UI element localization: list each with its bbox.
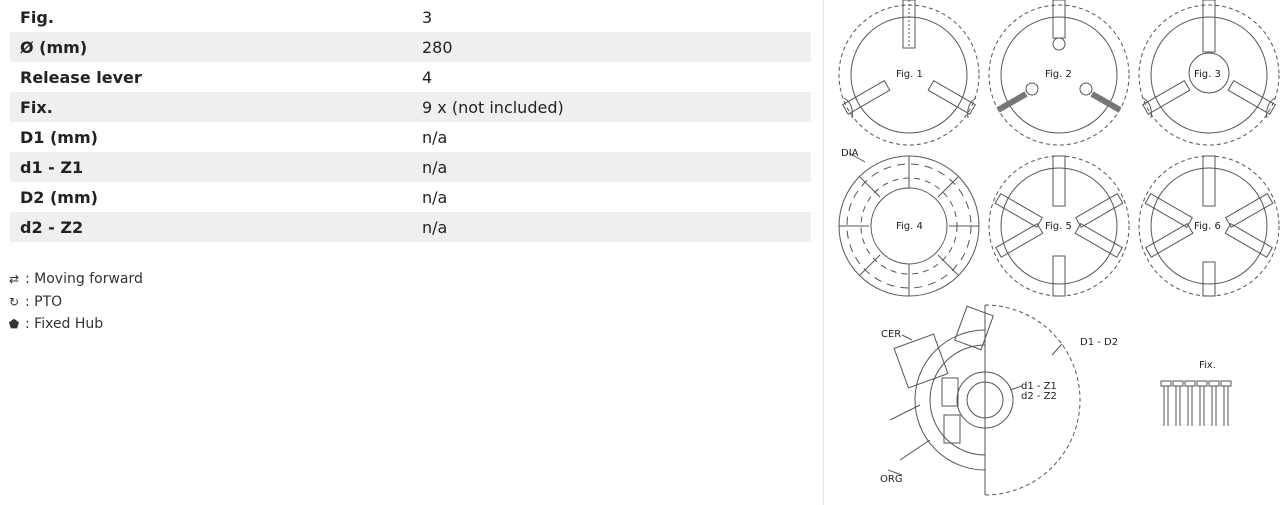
spec-label: D2 (mm) (20, 187, 98, 207)
divider (823, 0, 824, 505)
spec-row-d1 (10, 122, 811, 152)
d1-z1-label: d1 - Z1 (1021, 381, 1057, 392)
legend-pto (7, 291, 143, 314)
spec-value: 3 (422, 7, 433, 27)
spec-row-diameter (10, 32, 811, 62)
arrows-exchange-icon: ⇄ (8, 272, 20, 287)
legend-text: : PTO (25, 293, 63, 310)
fig-4-label: Fig. 4 (896, 221, 923, 232)
legend-fixed-hub (7, 313, 143, 336)
spec-value: n/a (422, 187, 448, 207)
spec-value: n/a (422, 127, 448, 147)
cer-label: CER (881, 329, 902, 340)
d2-z2-label: d2 - Z2 (1021, 391, 1057, 402)
spec-row-d2 (10, 182, 811, 212)
d1-d2-label: D1 - D2 (1080, 337, 1119, 348)
spec-label: Fix. (10, 92, 412, 122)
spec-label: Fig. (20, 7, 54, 27)
fix-label: Fix. (1199, 360, 1216, 371)
spec-value: 9 x (not included) (412, 92, 811, 122)
spec-row-fig (10, 2, 811, 32)
spec-label: d2 - Z2 (10, 212, 412, 242)
fig-5-label: Fig. 5 (1045, 221, 1072, 232)
spec-row-d2-z2 (10, 212, 811, 242)
pentagon-icon: ⬟ (8, 317, 20, 332)
spec-row-fix (10, 92, 811, 122)
spec-label: d1 - Z1 (10, 152, 412, 182)
spec-label: Release lever (20, 67, 142, 87)
bolts-drawing (1161, 381, 1231, 426)
legend (7, 268, 143, 336)
spec-value: 280 (412, 32, 811, 62)
spec-row-release-lever (10, 62, 811, 92)
spec-label: Ø (mm) (10, 32, 412, 62)
spec-row-d1-z1 (10, 152, 811, 182)
org-label: ORG (880, 474, 903, 485)
rotate-icon: ↻ (8, 294, 20, 309)
spec-value: n/a (412, 212, 811, 242)
spec-value: 4 (422, 67, 433, 87)
legend-text: : Moving forward (25, 271, 143, 288)
dia-label: DIA (841, 148, 859, 159)
legend-moving-forward (7, 268, 143, 291)
fig-6-label: Fig. 6 (1194, 221, 1221, 232)
fig-1-label: Fig. 1 (896, 69, 923, 80)
fig-3-label: Fig. 3 (1194, 69, 1221, 80)
legend-text: : Fixed Hub (25, 316, 104, 333)
spec-table (10, 2, 811, 242)
fig-2-label: Fig. 2 (1045, 69, 1072, 80)
spec-value: n/a (412, 152, 811, 182)
clutch-detail-drawing (849, 153, 1080, 495)
clutch-drawing (830, 0, 1285, 505)
spec-label: D1 (mm) (20, 127, 98, 147)
